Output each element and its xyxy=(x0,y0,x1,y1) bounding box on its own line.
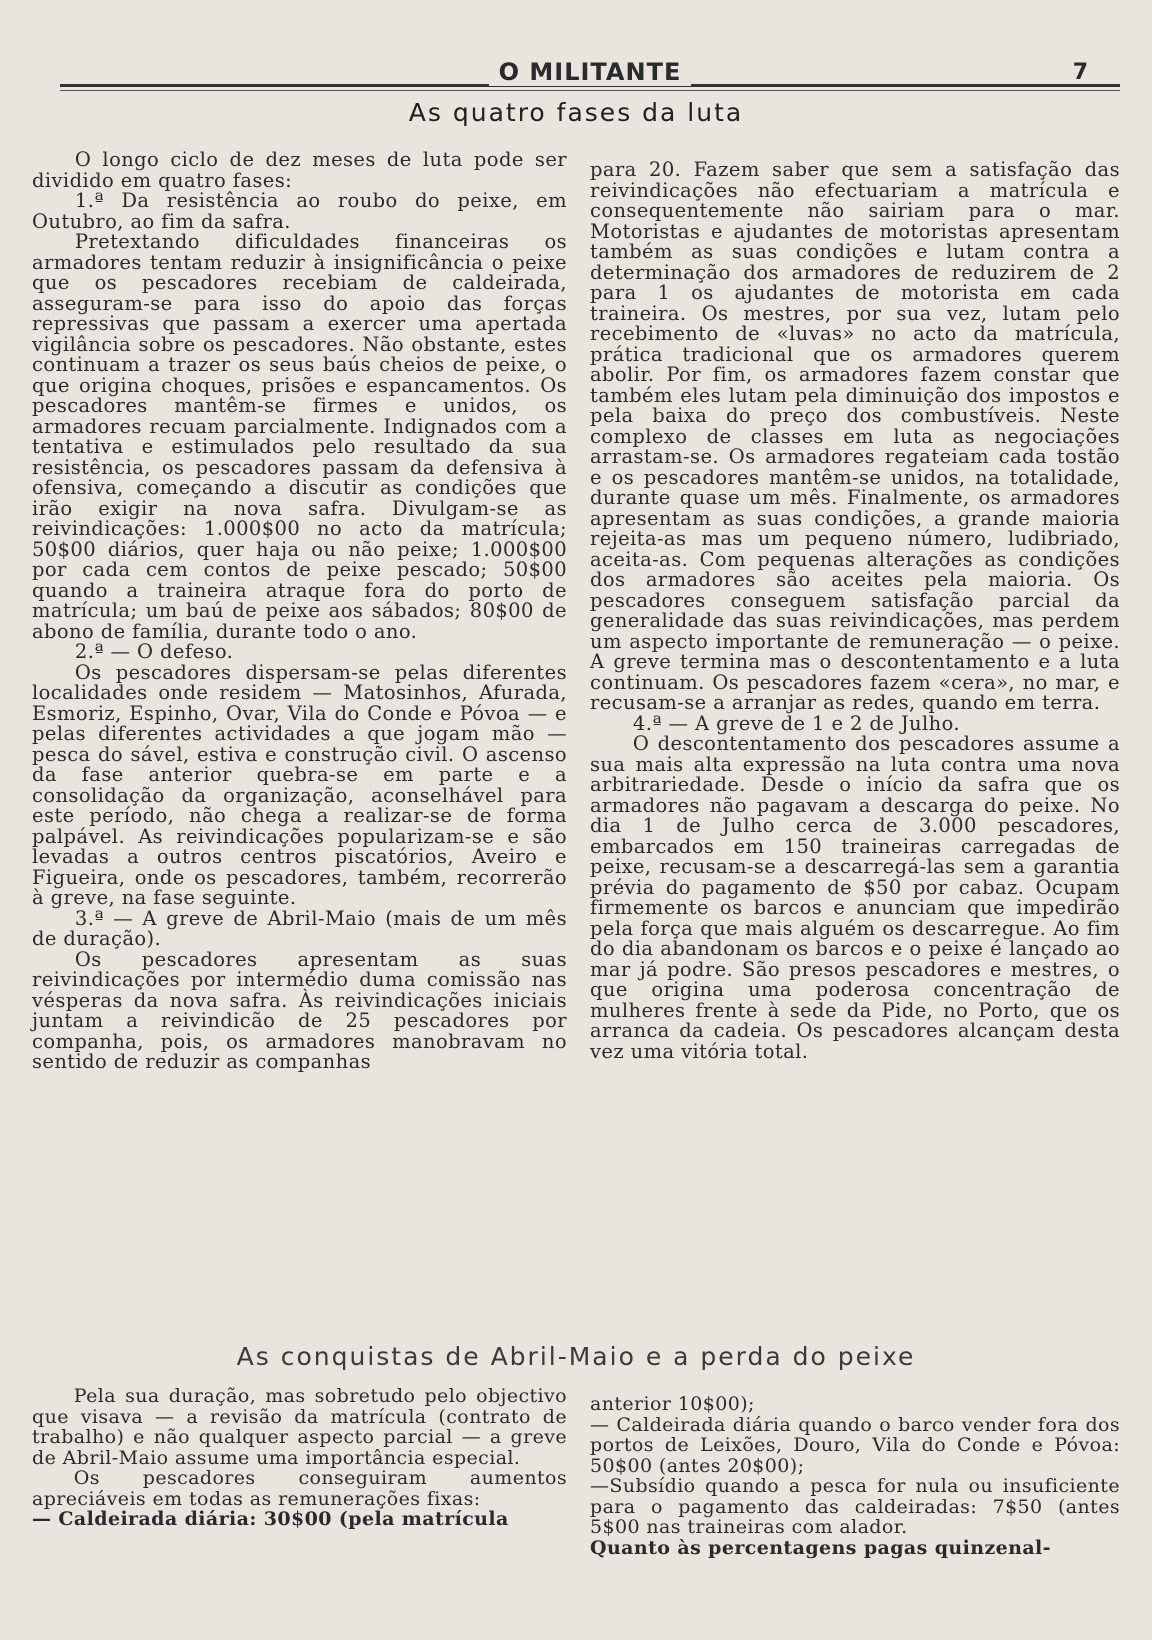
article2-column-right xyxy=(590,1394,1120,1558)
paragraph: anterior 10$00); xyxy=(590,1393,755,1415)
paragraph: O descontentamento dos pescadores assume a sua mais alta expressão na luta contra uma nova arbitrariedade. Desde o início da safra que os armadores não pagavam a descarga do peixe. No dia 1 de Julho cerca de 3.000 pescadores, embarcados em 150 traineiras carregadas de peixe, recusam-se a descarregá-las sem a garantia prévia do pagamento de $50 por cabaz. Ocupam firmemente os barcos e anunciam que impedirão pela força que mais alguém os descarregue. Ao fim do dia abandonam os barcos e o peixe é lançado ao mar já podre. São presos pescadores e mestres, o que origina uma poderosa concentração de mulheres frente à sede da Pide, no Porto, que os arranca da cadeia. Os pescadores alcançam desta vez uma vitória total. xyxy=(590,732,1120,1063)
paragraph: Os pescadores conseguiram aumentos apreciáveis em todas as remunerações fixas: xyxy=(32,1467,567,1510)
masthead-rule-thin xyxy=(60,90,1120,91)
paragraph: — Caldeirada diária quando o barco vender fora dos portos de Leixões, Douro, Vila do Conde e Póvoa: 50$00 (antes 20$00); xyxy=(590,1413,1120,1477)
masthead xyxy=(60,56,1120,96)
paragraph: 3.ª — A greve de Abril-Maio (mais de um mês de duração). xyxy=(32,906,567,950)
article1-column-left xyxy=(32,150,567,1073)
paragraph: 4.ª — A greve de 1 e 2 de Julho. xyxy=(632,711,960,735)
paragraph: Quanto às percentagens pagas quinzenal- xyxy=(590,1536,1051,1559)
paragraph: para 20. Fazem saber que sem a satisfação das reivindicações não efectuariam a matrícula e consequentemente não sairiam para o mar. Motoristas e ajudantes de motoristas apresentam também as suas condições e lutam contra a determinação dos armadores de reduzirem de 2 para 1 os ajudantes de motorista em cada traineira. Os mestres, por sua vez, lutam pelo recebimento de «luvas» no acto da matrícula, prática tradicional que os armadores querem abolir. Por fim, os armadores fazem constar que também eles lutam pela diminuição dos impostos e pela baixa do preço dos combustíveis. Neste complexo de classes em luta as negociações arrastam-se. Os armadores regateiam cada tostão e os pescadores mantêm-se unidos, na totalidade, durante quase um mês. Finalmente, os armadores apresentam as suas condições, a grande maioria rejeita-as mas um pequeno número, ludibriado, aceita-as. Com pequenas alterações as condições dos armadores são aceites pela maioria. Os pescadores conseguem satisfação parcial da generalidade das suas reivindicações, mas perdem um aspecto importante de remuneração — o peixe. A greve termina mas o descontentamento e a luta continuam. Os pescadores fazem «cera», no mar, e recusam-se a arranjar as redes, quando em terra. xyxy=(590,158,1120,714)
paragraph: Os pescadores dispersam-se pelas diferentes localidades onde residem — Matosinhos, Afurada, Esmoriz, Espinho, Ovar, Vila do Conde e Póvoa — e pelas diferentes actividades a que jogam mão — pesca do sável, estiva e construção civil. O ascenso da fase anterior quebra-se em parte e a consolidação da organização, aconselhável para este período, não chega a realizar-se de forma palpável. As reivindicações popularizam-se e são levadas a outros centros piscatórios, Aveiro e Figueira, onde os pescadores, também, recorrerão à greve, na fase seguinte. xyxy=(32,660,567,909)
paragraph: 1.ª Da resistência ao roubo do peixe, em Outubro, ao fim da safra. xyxy=(32,189,567,233)
paragraph: —Subsídio quando a pesca for nula ou insuficiente para o pagamento das caldeiradas: 7$50 (antes 5$00 nas traineiras com alador. xyxy=(590,1475,1120,1538)
page-number: 7 xyxy=(1072,60,1088,85)
article-title-conquests: As conquistas de Abril-Maio e a perda do peixe xyxy=(236,1342,916,1371)
article1-column-right xyxy=(590,160,1120,1062)
publication-title: O MILITANTE xyxy=(60,58,1120,86)
paragraph: Pela sua duração, mas sobretudo pelo objectivo que visava — a revisão da matrícula (contrato de trabalho) e não qualquer aspecto parcial — a greve de Abril-Maio assume uma importância especial. xyxy=(32,1385,567,1469)
paragraph: O longo ciclo de dez meses de luta pode ser dividido em quatro fases: xyxy=(32,148,567,192)
paragraph: Os pescadores apresentam as suas reivindicações por intermédio duma comissão nas vésperas da nova safra. Às reivindicações iniciais juntam a reivindicão de 25 pescadores por companha, pois, os armadores manobravam no sentido de reduzir as companhas xyxy=(32,947,567,1073)
paragraph: 2.ª — O defeso. xyxy=(74,640,234,663)
article2-column-left xyxy=(32,1386,567,1530)
paragraph: Pretextando dificuldades financeiras os armadores tentam reduzir à insignificância o peixe que os pescadores recebiam de caldeirada, asseguram-se para isso do apoio das forças repressivas que passam a exercer uma apertada vigilância sobre os pescadores. Não obstante, estes continuam a trazer os seus baús cheios de peixe, o que origina choques, prisões e espancamentos. Os pescadores mantêm-se firmes e unidos, os armadores recuam parcialmente. Indignados com a tentativa e estimulados pelo resultado da sua resistência, os pescadores passam da defensiva à ofensiva, começando a discutir as condições que irão exigir na nova safra. Divulgam-se as reivindicações: 1.000$00 no acto da matrícula; 50$00 diários, quer haja ou não peixe; 1.000$00 por cada cem contos de peixe pescado; 50$00 quando a traineira atraque fora do porto de matrícula; um baú de peixe aos sábados; 80$00 de abono de família, durante todo o ano. xyxy=(32,230,567,643)
paragraph: — Caldeirada diária: 30$00 (pela matrícula xyxy=(32,1508,509,1530)
article-title-phases: As quatro fases da luta xyxy=(408,98,744,127)
